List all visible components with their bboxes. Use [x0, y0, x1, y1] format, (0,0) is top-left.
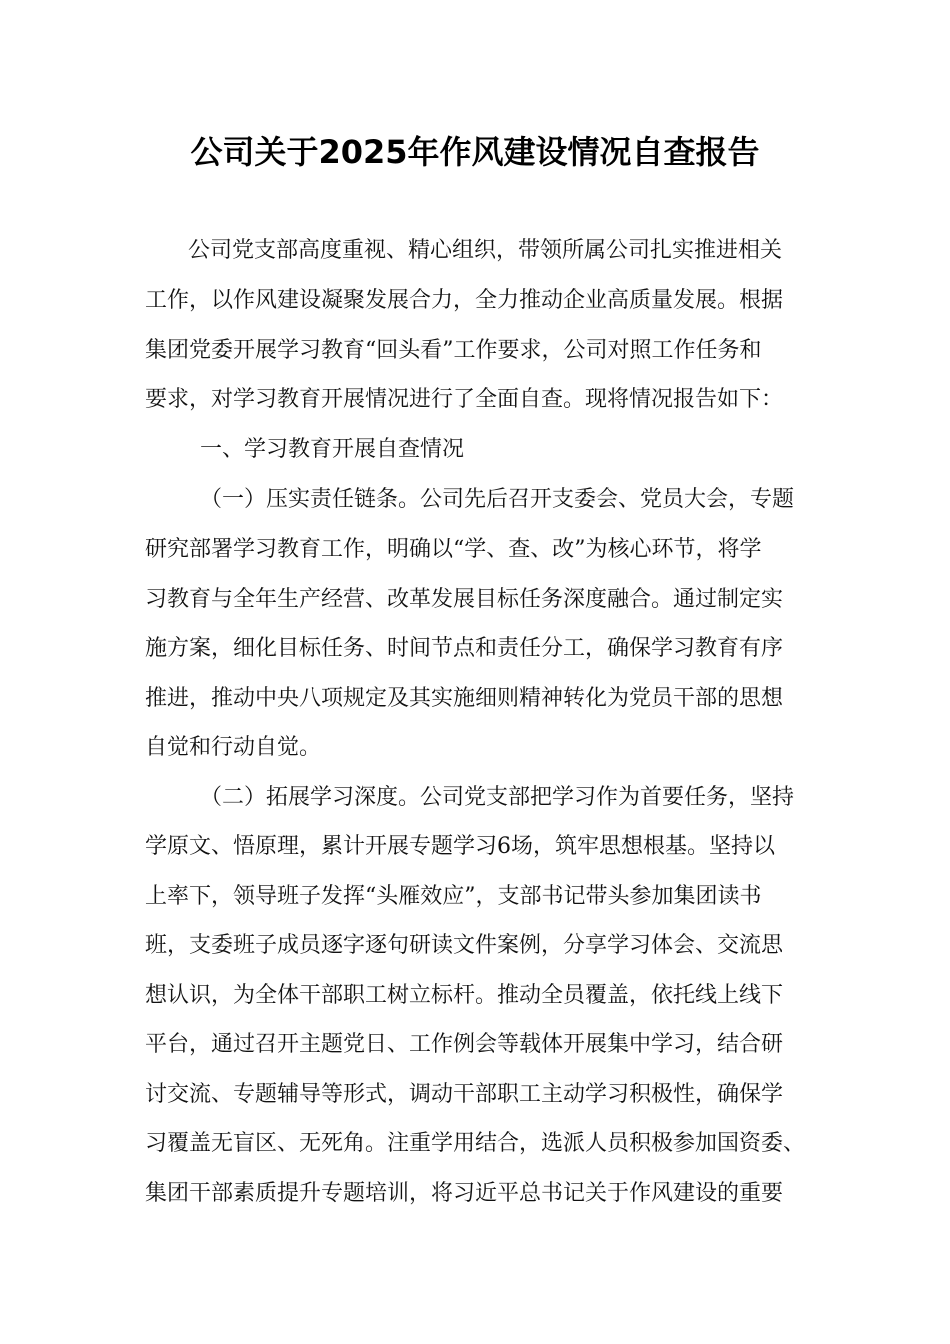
paragraph-line: 自觉和行动自觉。: [145, 735, 322, 760]
paragraph-line: 推进，推动中央八项规定及其实施细则精神转化为党员干部的思想: [145, 686, 784, 711]
paragraph-line: 学原文、悟原理，累计开展专题学习6场，筑牢思想根基。坚持以: [145, 834, 775, 859]
paragraph-line: 要求，对学习教育开展情况进行了全面自查。现将情况报告如下：: [145, 387, 784, 412]
section-heading: 一、学习教育开展自查情况: [200, 437, 465, 462]
paragraph-line: （一）压实责任链条。公司先后召开支委会、党员大会，专题: [200, 487, 795, 512]
paragraph-line: 平台，通过召开主题党日、工作例会等载体开展集中学习，结合研: [145, 1032, 784, 1057]
paragraph-line: 班，支委班子成员逐字逐句研读文件案例，分享学习体会、交流思: [145, 933, 784, 958]
paragraph-line: 研究部署学习教育工作，明确以“学、查、改”为核心环节，将学: [145, 537, 762, 562]
paragraph-line: 上率下，领导班子发挥“头雁效应”，支部书记带头参加集团读书: [145, 884, 762, 909]
paragraph-line: 施方案，细化目标任务、时间节点和责任分工，确保学习教育有序: [145, 636, 784, 661]
paragraph-line: 工作，以作风建设凝聚发展合力，全力推动企业高质量发展。根据: [145, 288, 784, 313]
document-title: 公司关于2025年作风建设情况自查报告: [190, 133, 760, 171]
paragraph-line: 讨交流、专题辅导等形式，调动干部职工主动学习积极性，确保学: [145, 1082, 784, 1107]
paragraph-line: 公司党支部高度重视、精心组织，带领所属公司扎实推进相关: [188, 238, 783, 263]
paragraph-line: 想认识，为全体干部职工树立标杆。推动全员覆盖，依托线上线下: [145, 983, 784, 1008]
paragraph-line: 集团党委开展学习教育“回头看”工作要求，公司对照工作任务和: [145, 338, 762, 363]
paragraph-line: 习教育与全年生产经营、改革发展目标任务深度融合。通过制定实: [145, 587, 784, 612]
paragraph-line: 习覆盖无盲区、无死角。注重学用结合，选派人员积极参加国资委、: [145, 1131, 806, 1156]
paragraph-line: （二）拓展学习深度。公司党支部把学习作为首要任务，坚持: [200, 785, 795, 810]
paragraph-line: 集团干部素质提升专题培训，将习近平总书记关于作风建设的重要: [145, 1181, 784, 1206]
